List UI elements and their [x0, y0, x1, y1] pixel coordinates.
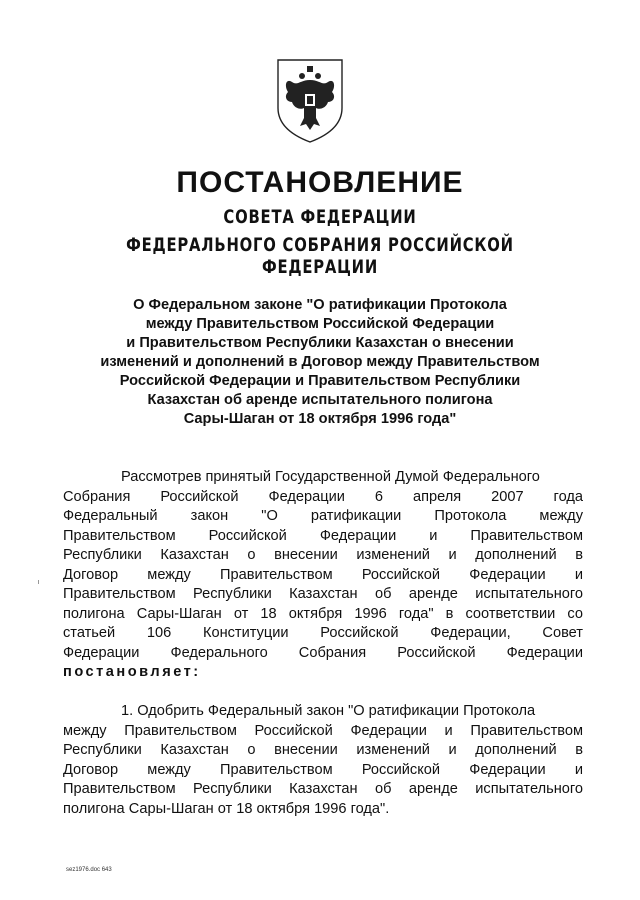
file-reference: sez1976.doc 643: [66, 867, 112, 873]
subject-line: и Правительством Республики Казахстан о внесении: [126, 335, 514, 351]
coat-of-arms-emblem: [270, 56, 350, 146]
paragraph-line: статьей 106 Конституции Российской Федерации, Совет: [63, 625, 583, 641]
margin-mark: [38, 580, 39, 584]
paragraph-line: Собрания Российской Федерации 6 апреля 2007 года: [63, 488, 583, 505]
document-title: ПОСТАНОВЛЕНИЕ: [176, 166, 464, 199]
paragraph-line: Федерации Федерального Собрания Российской Федерации: [63, 644, 583, 661]
paragraph-line: Республики Казахстан о внесении изменений и дополнений в: [63, 742, 583, 758]
subject-line: Сары-Шаган от 18 октября 1996 года": [183, 411, 457, 427]
paragraph-line: Рассмотрев принятый Государственной Думой Федерального: [121, 469, 540, 485]
paragraph-line: Договор между Правительством Российской Федерации и: [63, 566, 583, 583]
resolution-subject: [80, 296, 560, 429]
paragraph-line: между Правительством Российской Федерации и Правительством: [63, 722, 583, 739]
paragraph-line: полигона Сары-Шаган от 18 октября 1996 года".: [63, 800, 390, 817]
document-subtitle-issuer: СОВЕТА ФЕДЕРАЦИИ: [223, 206, 417, 228]
subject-line: Российской Федерации и Правительством Республики: [119, 373, 521, 389]
paragraph-line: полигона Сары-Шаган от 18 октября 1996 года" в соответствии со: [63, 605, 583, 622]
paragraph-line: Федеральный закон "О ратификации Протокола между: [63, 508, 583, 524]
paragraph-line: Правительством Республики Казахстан об аренде испытательного: [63, 781, 583, 797]
subject-line: между Правительством Российской Федерации: [145, 316, 495, 332]
subject-line: Казахстан об аренде испытательного полигона: [147, 392, 493, 408]
resolves-keyword: постановляет:: [63, 664, 201, 680]
paragraph-line: Правительством Республики Казахстан об аренде испытательного: [63, 586, 583, 602]
paragraph-line: Республики Казахстан о внесении изменений и дополнений в: [63, 547, 583, 563]
subject-line: О Федеральном законе "О ратификации Протокола: [133, 297, 507, 313]
preamble-paragraph: [63, 468, 583, 683]
operative-paragraph-1: [63, 702, 583, 819]
document-subtitle-body: ФЕДЕРАЛЬНОГО СОБРАНИЯ РОССИЙСКОЙ ФЕДЕРАЦИИ: [126, 234, 514, 278]
paragraph-line: 1. Одобрить Федеральный закон "О ратификации Протокола: [121, 703, 536, 719]
subject-line: изменений и дополнений в Договор между Правительством: [100, 354, 540, 370]
paragraph-line: Правительством Российской Федерации и Правительством: [63, 527, 583, 544]
paragraph-line: Договор между Правительством Российской Федерации и: [63, 761, 583, 778]
